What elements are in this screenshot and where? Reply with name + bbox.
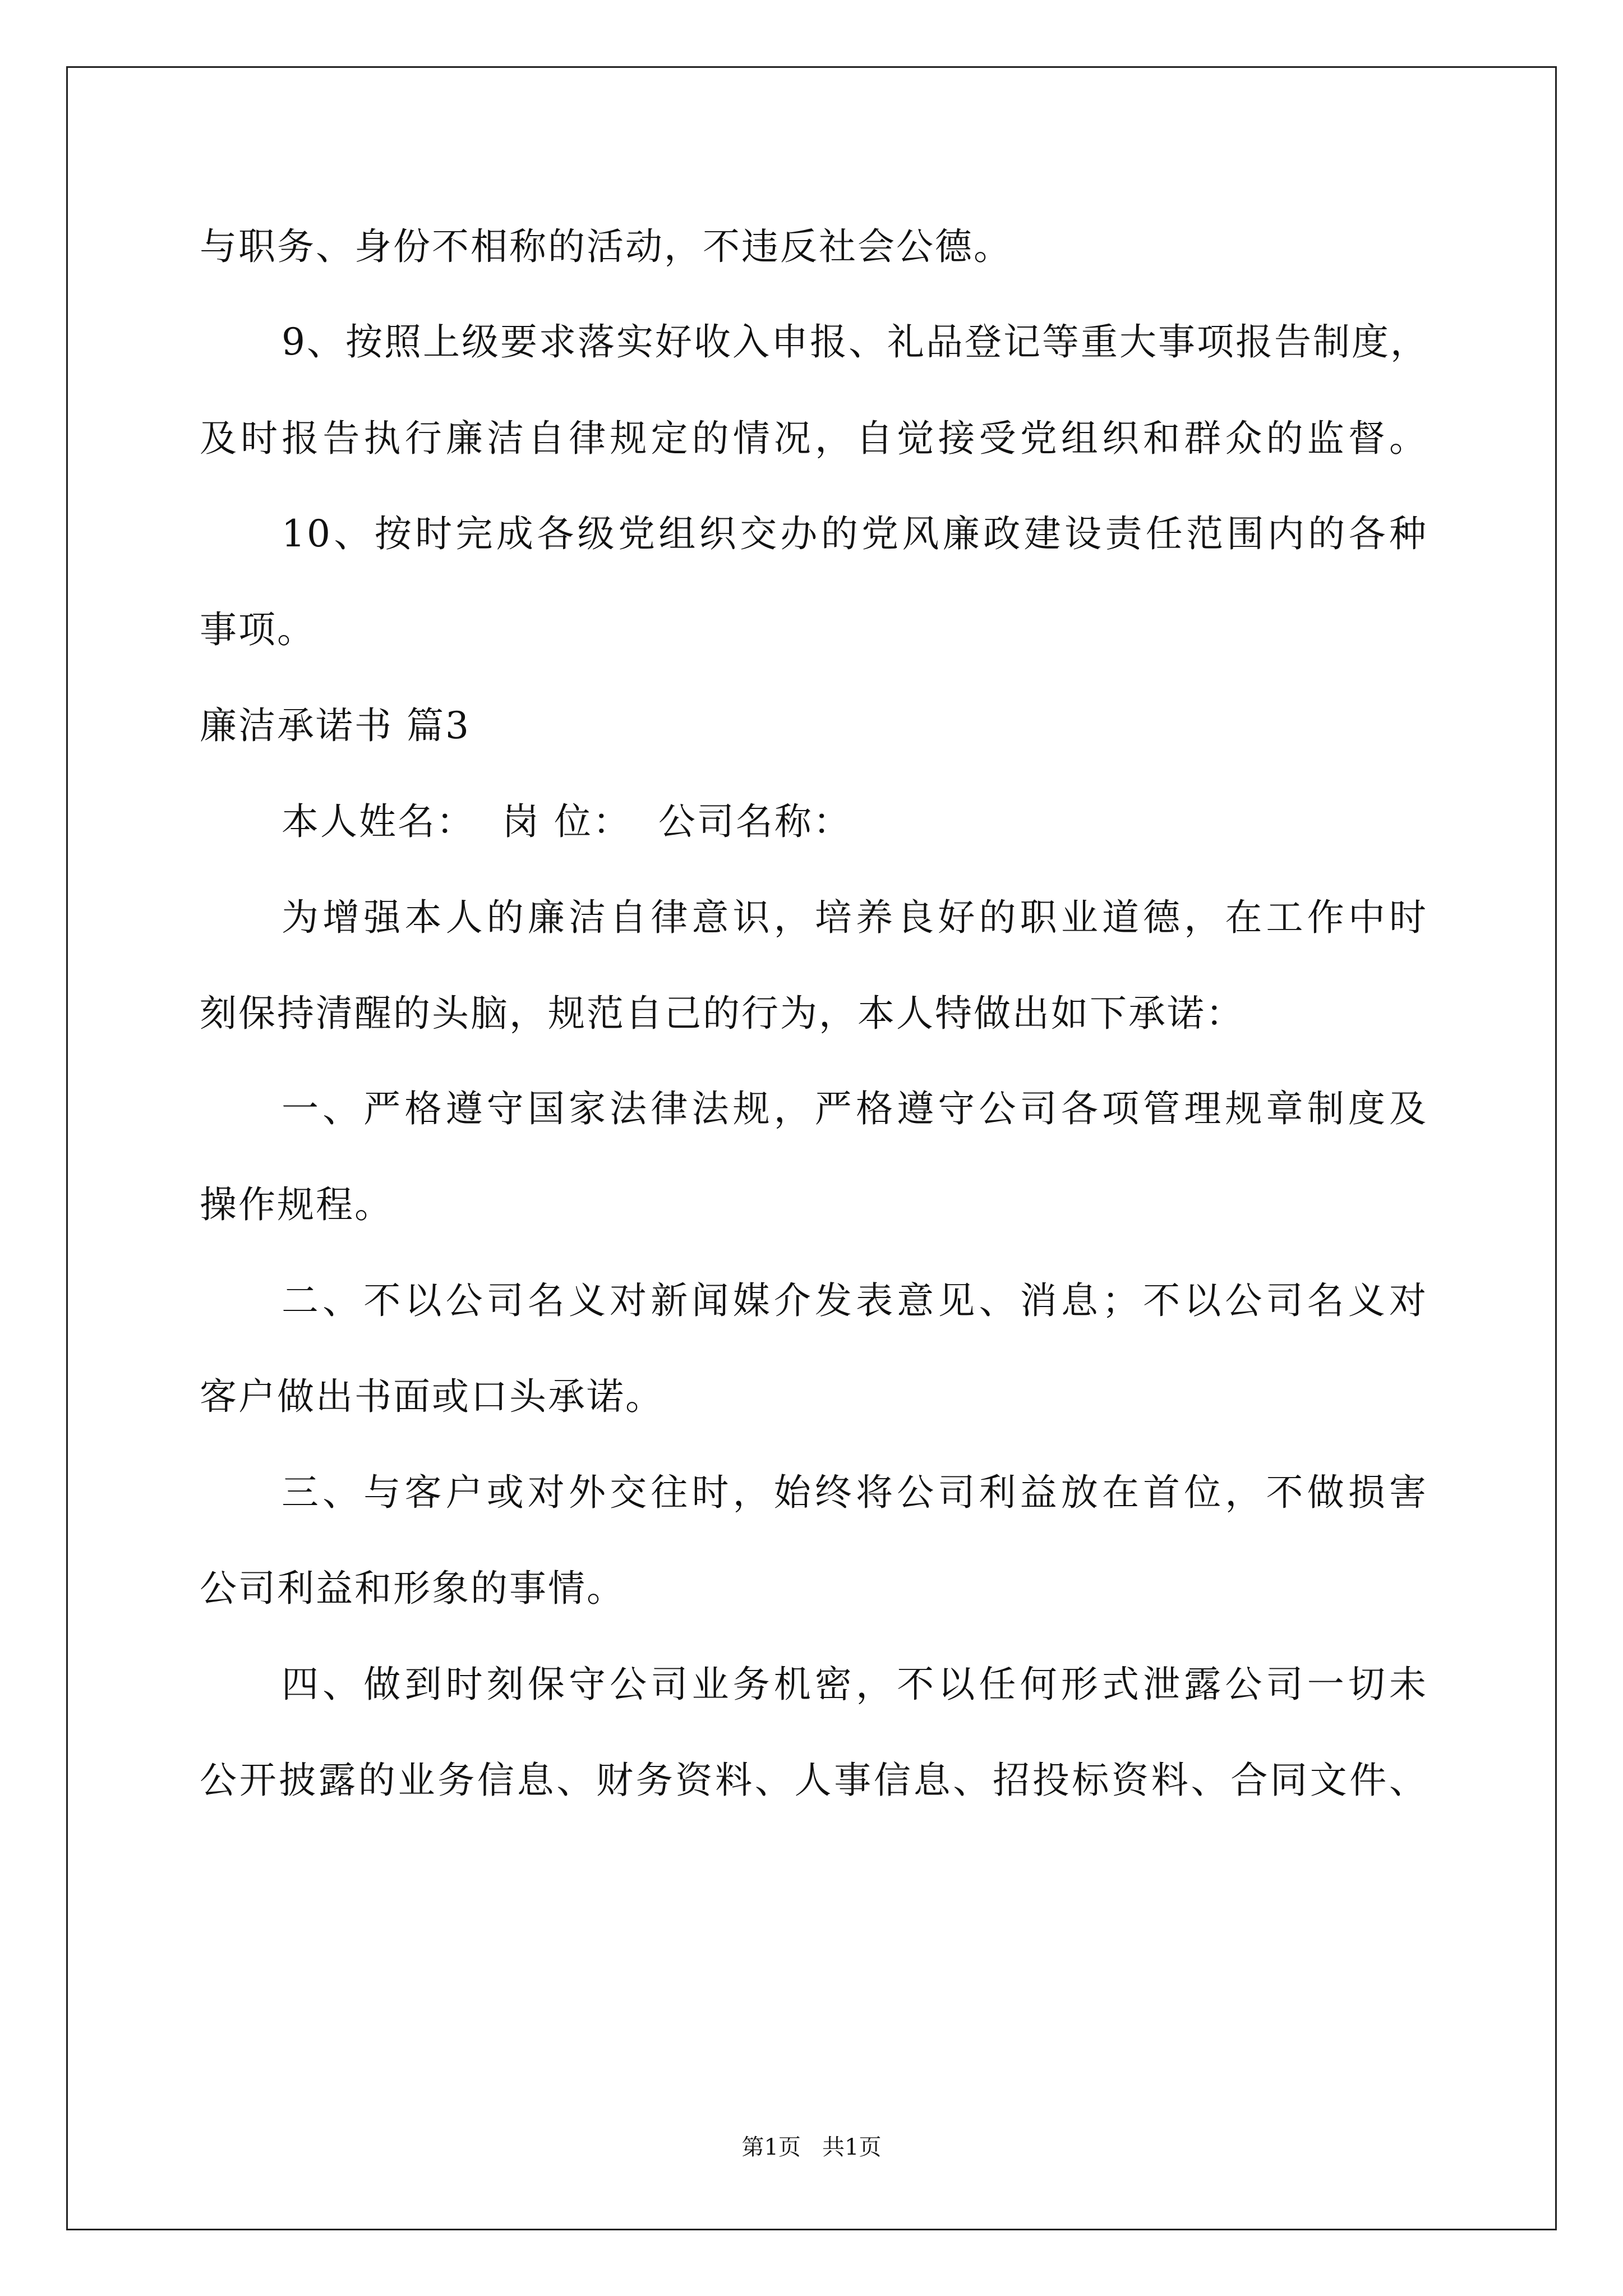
text-line: 刻保持清醒的头脑，规范自己的行为，本人特做出如下承诺：	[200, 992, 1244, 1035]
section-heading: 廉洁承诺书 篇3	[200, 704, 471, 747]
text-line: 10、按时完成各级党组织交办的党风廉政建设责任范围内的各种	[282, 512, 1428, 555]
page-border	[66, 66, 1557, 2230]
text-line: 公开披露的业务信息、财务资料、人事信息、招投标资料、合同文件、	[200, 1759, 1428, 1802]
text-line: 事项。	[200, 608, 316, 651]
text-line: 及时报告执行廉洁自律规定的情况，自觉接受党组织和群众的监督。	[200, 417, 1428, 460]
text-line: 与职务、身份不相称的活动，不违反社会公德。	[200, 225, 1012, 268]
text-line: 操作规程。	[200, 1183, 393, 1226]
page-footer: 第1页 共1页	[741, 2134, 882, 2160]
text-line: 一、严格遵守国家法律法规，严格遵守公司各项管理规章制度及	[282, 1087, 1428, 1130]
text-line: 二、不以公司名义对新闻媒介发表意见、消息；不以公司名义对	[282, 1279, 1428, 1322]
text-line: 三、与客户或对外交往时，始终将公司利益放在首位，不做损害	[282, 1471, 1428, 1514]
text-line: 本人姓名： 岗 位： 公司名称：	[282, 800, 852, 843]
text-line: 为增强本人的廉洁自律意识，培养良好的职业道德，在工作中时	[282, 896, 1428, 939]
text-line: 四、做到时刻保守公司业务机密，不以任何形式泄露公司一切未	[282, 1663, 1428, 1706]
text-line: 公司利益和形象的事情。	[200, 1567, 625, 1610]
text-line: 9、按照上级要求落实好收入申报、礼品登记等重大事项报告制度，	[282, 320, 1429, 364]
text-line: 客户做出书面或口头承诺。	[200, 1375, 664, 1418]
